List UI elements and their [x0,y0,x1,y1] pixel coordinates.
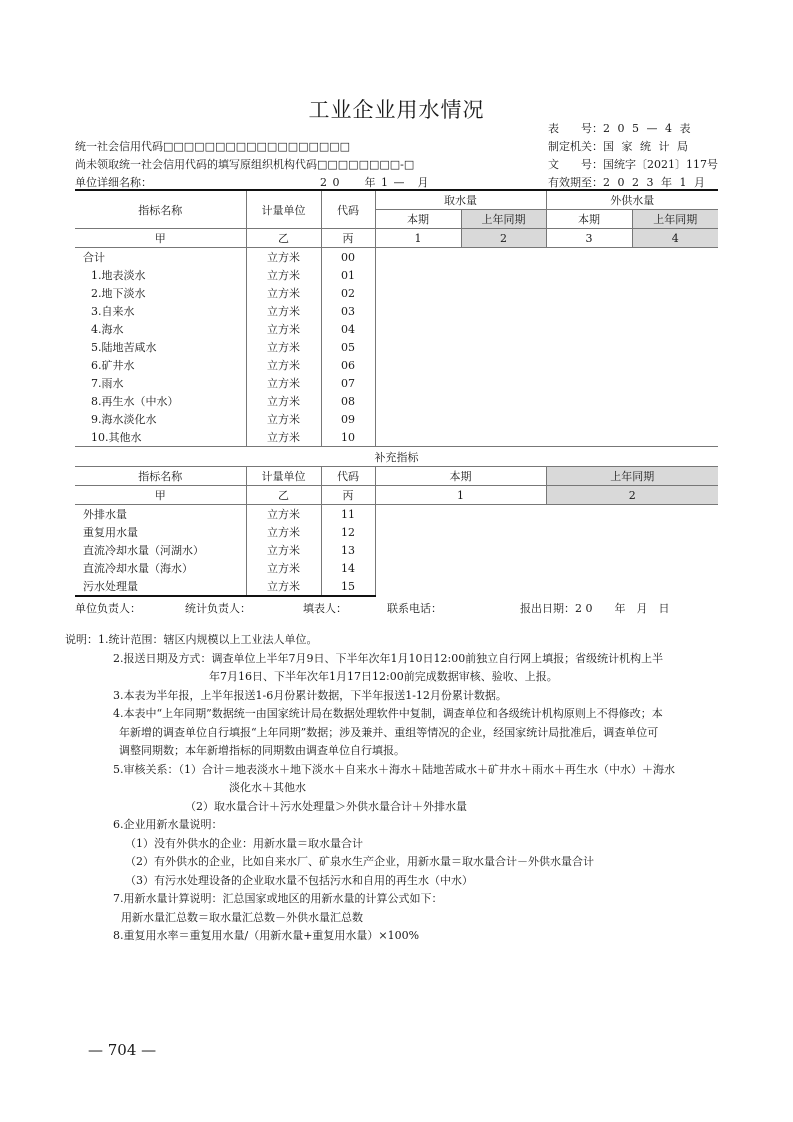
supply-current-input[interactable] [546,320,632,338]
indicator-name: 7.雨水 [75,374,246,392]
sup-header-indicator-name: 指标名称 [75,467,246,486]
header-code: 代码 [321,190,375,229]
supply-last-year-input[interactable] [632,410,718,428]
intake-last-year-input[interactable] [461,320,546,338]
note-line: 7.用新水量计算说明：汇总国家或地区的用新水量的计算公式如下： [113,892,443,905]
code-cell: 09 [321,410,375,428]
supply-current-input[interactable] [546,356,632,374]
supply-last-year-input[interactable] [632,428,718,447]
table-row [75,266,718,284]
index-row [75,229,718,248]
note-line: 6.企业用新水量说明： [113,818,223,831]
sup-last-year-input[interactable] [546,523,718,541]
supplement-table [75,448,718,597]
header-intake-last-year: 上年同期 [461,210,546,229]
index-cell: 丙 [321,486,375,505]
index-cell: 乙 [246,486,321,505]
supply-last-year-input[interactable] [632,338,718,356]
sup-current-input[interactable] [375,577,546,596]
note-line: 用新水量汇总数＝取水量汇总数－外供水量汇总数 [121,910,363,924]
table-row [75,338,718,356]
code-cell: 00 [321,248,375,267]
water-intake-table [75,189,718,447]
note-line: 4.本表中“上年同期”数据统一由国家统计局在数据处理软件中复制，调查单位和各级统计机构原则上不得修改；本 [113,707,663,720]
supply-current-input[interactable] [546,338,632,356]
form-number [548,120,718,136]
supply-last-year-input[interactable] [632,302,718,320]
note-line: 说明：1.统计范围：辖区内规模以上工业法人单位。 [65,633,318,646]
valid-until [548,174,718,190]
indicator-name: 5.陆地苦咸水 [75,338,246,356]
phone-field[interactable]: 联系电话： [387,602,442,615]
issuing-authority-label: 制定机关： [548,140,603,153]
note-line: 8.重复用水率＝重复用水量/（用新水量+重复用水量）×100% [113,929,420,942]
code-cell: 13 [321,541,375,559]
unit-name-field[interactable]: 单位详细名称： [75,176,152,189]
code-cell: 07 [321,374,375,392]
table-row [75,392,718,410]
sup-last-year-input[interactable] [546,559,718,577]
table-row [75,302,718,320]
note-line: 2.报送日期及方式：调查单位上半年7月9日、下半年次年1月10日12:00前独立自行网上填报；省级统计机构上半 [113,651,664,665]
unit-cell: 立方米 [246,541,321,559]
document-number [548,156,718,172]
intake-current-input[interactable] [375,284,461,302]
valid-until-value: 2 0 2 3 年 1 月 [603,176,707,189]
table-row [75,523,718,541]
supply-current-input[interactable] [546,374,632,392]
supply-current-input[interactable] [546,392,632,410]
org-code-field[interactable]: 尚未领取统一社会信用代码的填写原组织机构代码□□□□□□□□-□ [75,158,415,171]
sup-header-code: 代码 [321,467,375,486]
unit-cell: 立方米 [246,505,321,524]
unit-cell: 立方米 [246,248,321,267]
supply-current-input[interactable] [546,428,632,447]
sup-index-row [75,486,718,505]
supply-last-year-input[interactable] [632,374,718,392]
code-cell: 06 [321,356,375,374]
sup-last-year-input[interactable] [546,505,718,524]
code-cell: 10 [321,428,375,447]
intake-current-input[interactable] [375,374,461,392]
supply-last-year-input[interactable] [632,266,718,284]
table-row [75,577,718,596]
table-row [75,356,718,374]
intake-current-input[interactable] [375,356,461,374]
intake-last-year-input[interactable] [461,356,546,374]
code-cell: 03 [321,302,375,320]
intake-current-input[interactable] [375,266,461,284]
sup-header-last-year: 上年同期 [546,467,718,486]
form-number-label: 表 号： [548,122,603,135]
note-line: 淡化水＋其他水 [229,781,306,794]
note-line: （2）有外供水的企业，比如自来水厂、矿泉水生产企业，用新水量＝取水量合计－外供水量合计 [125,855,594,868]
index-cell: 2 [461,229,546,248]
intake-current-input[interactable] [375,428,461,447]
unit-cell: 立方米 [246,428,321,447]
supply-current-input[interactable] [546,284,632,302]
header-indicator-name: 指标名称 [75,190,246,229]
supply-last-year-input[interactable] [632,320,718,338]
form-number-value: 2 0 5 — 4 表 [603,122,693,135]
index-cell: 2 [546,486,718,505]
credit-code-field[interactable]: 统一社会信用代码□□□□□□□□□□□□□□□□□□ [75,140,351,153]
header-intake: 取水量 [375,190,546,210]
index-cell: 3 [546,229,632,248]
header-supply-last-year: 上年同期 [632,210,718,229]
intake-current-input[interactable] [375,320,461,338]
sup-current-input[interactable] [375,559,546,577]
note-line: （3）有污水处理设备的企业取水量不包括污水和自用的再生水（中水） [125,873,473,887]
indicator-name: 2.地下淡水 [75,284,246,302]
intake-last-year-input[interactable] [461,428,546,447]
intake-last-year-input[interactable] [461,284,546,302]
intake-current-input[interactable] [375,410,461,428]
unit-cell: 立方米 [246,559,321,577]
intake-last-year-input[interactable] [461,392,546,410]
note-line: 年7月16日、下半年次年1月17日12:00前完成数据审核、验收、上报。 [209,670,558,683]
unit-cell: 立方米 [246,320,321,338]
unit-cell: 立方米 [246,356,321,374]
table-row [75,320,718,338]
indicator-name: 合计 [75,248,246,267]
table-row [75,248,718,267]
index-cell: 1 [375,486,546,505]
intake-last-year-input[interactable] [461,338,546,356]
intake-last-year-input[interactable] [461,374,546,392]
sup-current-input[interactable] [375,523,546,541]
sup-current-input[interactable] [375,505,546,524]
unit-cell: 立方米 [246,302,321,320]
header-supply-current: 本期 [546,210,632,229]
supply-current-input[interactable] [546,302,632,320]
sup-last-year-input[interactable] [546,577,718,596]
code-cell: 01 [321,266,375,284]
indicator-name: 1.地表淡水 [75,266,246,284]
header-unit: 计量单位 [246,190,321,229]
code-cell: 04 [321,320,375,338]
supply-current-input[interactable] [546,410,632,428]
index-cell: 丙 [321,229,375,248]
issuing-authority-value: 国 家 统 计 局 [603,140,690,153]
table-row [75,541,718,559]
sup-header-current: 本期 [375,467,546,486]
notes-section [65,631,735,946]
table-row [75,559,718,577]
supply-last-year-input[interactable] [632,356,718,374]
indicator-name: 重复用水量 [75,523,246,541]
intake-current-input[interactable] [375,392,461,410]
stat-head-field[interactable]: 统计负责人： [185,602,251,615]
unit-cell: 立方米 [246,392,321,410]
code-cell: 12 [321,523,375,541]
intake-current-input[interactable] [375,302,461,320]
note-line: 年新增的调查单位自行填报“上年同期”数据；涉及兼并、重组等情况的企业，经国家统计局批准后，调查单位可 [119,725,659,739]
indicator-name: 6.矿井水 [75,356,246,374]
intake-current-input[interactable] [375,248,461,267]
note-line: （1）没有外供水的企业：用新水量＝取水量合计 [125,836,363,850]
table-row [75,428,718,447]
note-line: 3.本表为半年报，上半年报送1-6月份累计数据，下半年报送1-12月份累计数据。 [113,688,507,702]
supply-last-year-input[interactable] [632,284,718,302]
issuing-authority [548,138,718,154]
report-date-field[interactable]: 报出日期：2 0 年 月 日 [520,602,670,615]
code-cell: 02 [321,284,375,302]
table-row [75,284,718,302]
unit-head-field[interactable]: 单位负责人： [75,602,141,615]
document-number-label: 文 号： [548,158,603,171]
index-cell: 甲 [75,486,246,505]
indicator-name: 直流冷却水量（河湖水） [75,541,246,559]
intake-last-year-input[interactable] [461,266,546,284]
intake-last-year-input[interactable] [461,410,546,428]
indicator-name: 直流冷却水量（海水） [75,559,246,577]
unit-cell: 立方米 [246,523,321,541]
page-number: — 704 — [88,1041,157,1059]
index-cell: 甲 [75,229,246,248]
unit-cell: 立方米 [246,577,321,596]
indicator-name: 10.其他水 [75,428,246,447]
index-cell: 乙 [246,229,321,248]
code-cell: 14 [321,559,375,577]
index-cell: 1 [375,229,461,248]
sup-header-unit: 计量单位 [246,467,321,486]
indicator-name: 4.海水 [75,320,246,338]
form-title: 工业企业用水情况 [308,98,485,122]
indicator-name: 3.自来水 [75,302,246,320]
table-row [75,505,718,524]
intake-last-year-input[interactable] [461,302,546,320]
intake-last-year-input[interactable] [461,248,546,267]
document-number-value: 国统字〔2021〕117号 [603,158,718,171]
intake-current-input[interactable] [375,338,461,356]
supplement-title: 补充指标 [75,448,718,467]
unit-cell: 立方米 [246,410,321,428]
index-cell: 4 [632,229,718,248]
indicator-name: 外排水量 [75,505,246,524]
code-cell: 11 [321,505,375,524]
header-supply: 外供水量 [546,190,718,210]
unit-cell: 立方米 [246,284,321,302]
filler-field[interactable]: 填表人： [303,602,347,615]
sup-last-year-input[interactable] [546,541,718,559]
sup-current-input[interactable] [375,541,546,559]
code-cell: 08 [321,392,375,410]
report-period: 2 0 年 1 — 月 [320,176,430,189]
table-row [75,410,718,428]
supply-last-year-input[interactable] [632,392,718,410]
indicator-name: 污水处理量 [75,577,246,596]
indicator-name: 9.海水淡化水 [75,410,246,428]
table-row [75,374,718,392]
unit-cell: 立方米 [246,374,321,392]
supply-current-input[interactable] [546,248,632,267]
note-line: （2）取水量合计＋污水处理量＞外供水量合计＋外排水量 [185,799,467,813]
note-line: 5.审核关系：（1）合计＝地表淡水＋地下淡水＋自来水＋海水＋陆地苦咸水＋矿井水＋雨水＋再生水（中水）＋海水 [113,762,675,776]
valid-until-label: 有效期至： [548,176,603,189]
supply-current-input[interactable] [546,266,632,284]
supply-last-year-input[interactable] [632,248,718,267]
indicator-name: 8.再生水（中水） [75,392,246,410]
header-intake-current: 本期 [375,210,461,229]
unit-cell: 立方米 [246,338,321,356]
code-cell: 15 [321,577,375,596]
unit-cell: 立方米 [246,266,321,284]
note-line: 调整同期数；本年新增指标的同期数由调查单位自行填报。 [119,744,405,757]
code-cell: 05 [321,338,375,356]
